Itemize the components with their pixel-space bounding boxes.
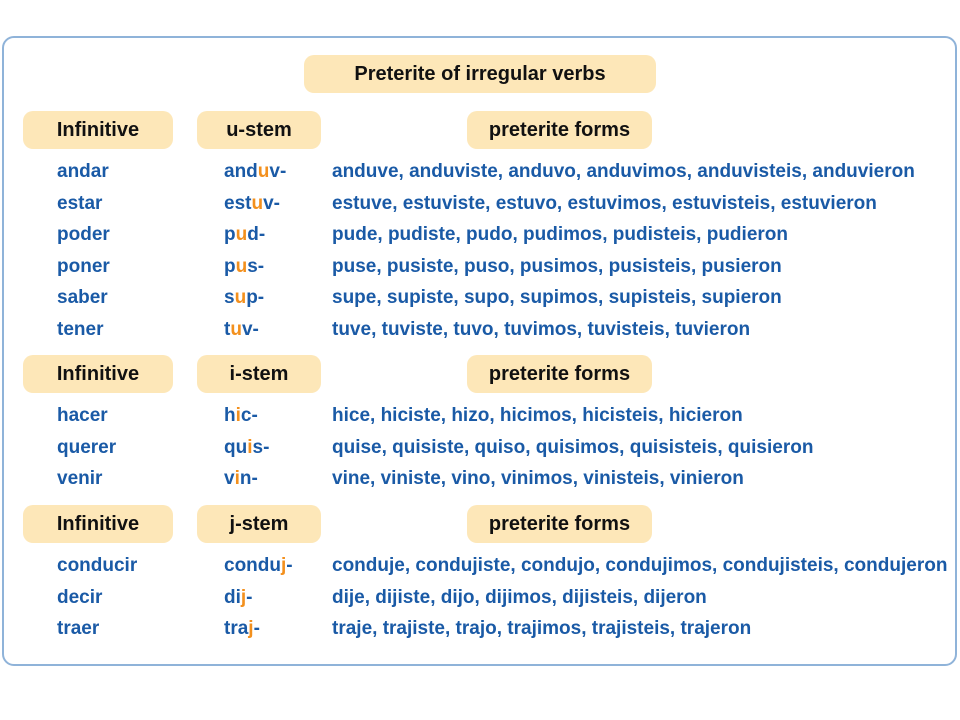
preterite-forms-cell: estuve, estuviste, estuvo, estuvimos, estuvisteis, estuvieron [332, 193, 877, 214]
infinitive-cell: poner [57, 256, 110, 277]
preterite-forms-cell: vine, viniste, vino, vinimos, vinisteis, vinieron [332, 468, 744, 489]
stem-segment: condu [224, 555, 281, 576]
stem-cell [224, 586, 253, 610]
header-preterite-forms: preterite forms [467, 355, 652, 393]
infinitive-cell: querer [57, 437, 117, 458]
preterite-forms-cell: supe, supiste, supo, supimos, supisteis, supieron [332, 287, 782, 308]
page-title: Preterite of irregular verbs [304, 55, 656, 93]
stem-cell [224, 554, 293, 578]
infinitive-cell: traer [57, 618, 100, 639]
infinitive-cell: hacer [57, 405, 108, 426]
header-stem: u-stem [197, 111, 321, 149]
infinitive-cell: estar [57, 193, 103, 214]
stem-segment: - [246, 587, 253, 608]
stem-cell [224, 223, 265, 247]
infinitive-cell: decir [57, 587, 103, 608]
stem-segment: d- [247, 224, 266, 245]
stem-vowel-highlight: u [251, 193, 264, 214]
preterite-forms-cell: quise, quisiste, quiso, quisimos, quisisteis, quisieron [332, 437, 814, 458]
stem-cell [224, 436, 269, 460]
stem-segment: p [224, 224, 236, 245]
stem-segment: v- [269, 161, 287, 182]
stem-vowel-highlight: j [248, 618, 254, 639]
stem-segment: est [224, 193, 252, 214]
stem-cell [224, 617, 260, 641]
stem-segment: c- [240, 405, 258, 426]
stem-vowel-highlight: i [247, 437, 253, 458]
header-preterite-forms: preterite forms [467, 111, 652, 149]
stem-segment: n- [239, 468, 258, 489]
stem-cell [224, 255, 264, 279]
infinitive-cell: conducir [57, 555, 138, 576]
preterite-forms-cell: tuve, tuviste, tuvo, tuvimos, tuvisteis, tuvieron [332, 319, 751, 340]
stem-cell [224, 160, 286, 184]
stem-segment: - [253, 618, 260, 639]
infinitive-cell: andar [57, 161, 109, 182]
header-infinitive: Infinitive [23, 505, 173, 543]
preterite-forms-cell: traje, trajiste, trajo, trajimos, trajisteis, trajeron [332, 618, 752, 639]
preterite-forms-cell: hice, hiciste, hizo, hicimos, hicisteis, hicieron [332, 405, 743, 426]
stem-segment: - [286, 555, 293, 576]
preterite-forms-cell: puse, pusiste, puso, pusimos, pusisteis, pusieron [332, 256, 782, 277]
stem-vowel-highlight: u [234, 287, 247, 308]
stem-segment: h [224, 405, 236, 426]
infinitive-cell: saber [57, 287, 108, 308]
stem-segment: s- [247, 256, 265, 277]
stem-segment: p [224, 256, 236, 277]
preterite-forms-cell: conduje, condujiste, condujo, condujimos, condujisteis, condujeron [332, 555, 948, 576]
stem-cell [224, 404, 258, 428]
stem-segment: qu [224, 437, 248, 458]
stem-vowel-highlight: j [240, 587, 247, 608]
header-stem: i-stem [197, 355, 321, 393]
stem-vowel-highlight: u [230, 319, 242, 340]
infinitive-cell: poder [57, 224, 110, 245]
header-stem: j-stem [197, 505, 321, 543]
stem-segment: v [224, 468, 235, 489]
stem-vowel-highlight: u [235, 256, 248, 277]
infinitive-cell: venir [57, 468, 103, 489]
stem-cell [224, 467, 258, 491]
stem-segment: v- [241, 319, 259, 340]
stem-segment: di [224, 587, 241, 608]
stem-segment: tra [224, 618, 249, 639]
stem-segment: p- [246, 287, 265, 308]
header-preterite-forms: preterite forms [467, 505, 652, 543]
header-infinitive: Infinitive [23, 355, 173, 393]
preterite-forms-cell: dije, dijiste, dijo, dijimos, dijisteis, dijeron [332, 587, 707, 608]
stem-vowel-highlight: j [281, 555, 287, 576]
stem-vowel-highlight: i [234, 468, 240, 489]
stem-segment: and [224, 161, 258, 182]
stem-vowel-highlight: u [257, 161, 270, 182]
stem-vowel-highlight: i [235, 405, 241, 426]
header-infinitive: Infinitive [23, 111, 173, 149]
stem-segment: v- [263, 193, 280, 214]
stem-segment: s- [252, 437, 270, 458]
stem-segment: t [224, 319, 231, 340]
stem-vowel-highlight: u [235, 224, 248, 245]
preterite-forms-cell: anduve, anduviste, anduvo, anduvimos, anduvisteis, anduvieron [332, 161, 915, 182]
infinitive-cell: tener [57, 319, 104, 340]
stem-cell [224, 286, 264, 310]
stem-cell [224, 318, 259, 342]
stem-segment: s [224, 287, 235, 308]
preterite-forms-cell: pude, pudiste, pudo, pudimos, pudisteis, pudieron [332, 224, 788, 245]
stem-cell [224, 192, 280, 216]
